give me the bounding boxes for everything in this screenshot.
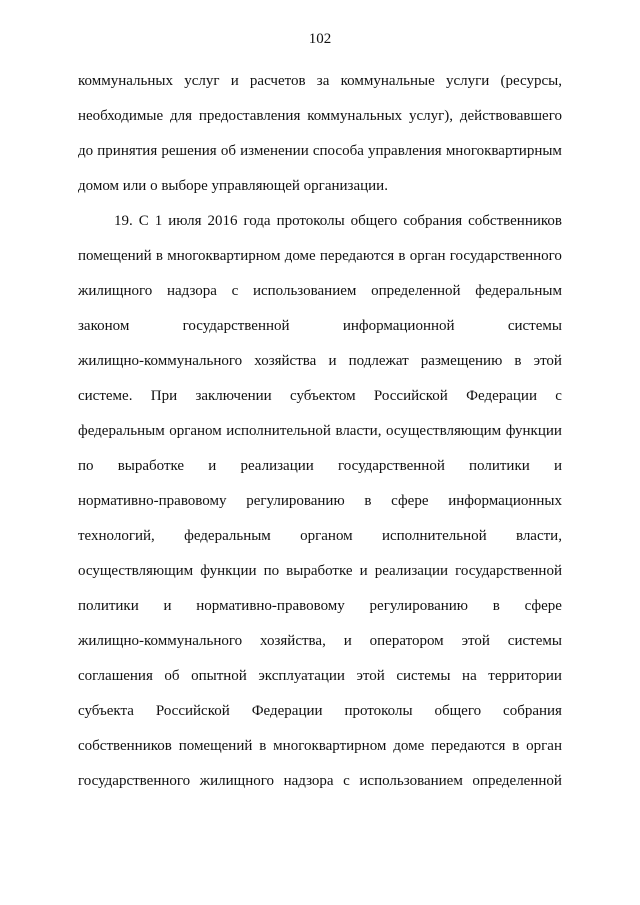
word: до: [78, 143, 94, 159]
word: домом или о выборе управляющей организации.: [78, 178, 388, 194]
word: органом: [169, 423, 222, 439]
word: общего: [350, 213, 398, 229]
word: доме: [393, 738, 425, 754]
word: технологий,: [78, 528, 155, 544]
word: по: [78, 458, 94, 474]
word: надзора: [283, 773, 334, 789]
word: При: [150, 388, 178, 404]
word: политики: [469, 458, 530, 474]
word: помещений: [78, 248, 152, 264]
word: передаются: [319, 248, 395, 264]
word: политики: [78, 598, 139, 614]
word: июля: [168, 213, 202, 229]
word: определенной: [472, 773, 562, 789]
word: коммунальные: [340, 73, 435, 89]
word: этой: [356, 668, 385, 684]
word: и: [553, 458, 562, 474]
text-line: [78, 737, 562, 755]
word: в: [155, 248, 163, 264]
word: орган: [409, 248, 446, 264]
word: Российской: [155, 703, 230, 719]
word: в: [259, 738, 267, 754]
word: государственной: [455, 563, 562, 579]
text-line: [78, 282, 562, 300]
word: соглашения: [78, 668, 153, 684]
word: собственников: [468, 213, 562, 229]
word: сфере: [524, 598, 562, 614]
word: нормативно-правовому: [78, 493, 227, 509]
word: в: [364, 493, 372, 509]
word: Российской: [373, 388, 448, 404]
word: функции: [200, 563, 257, 579]
word: выработке: [117, 458, 185, 474]
text-line: [78, 107, 562, 125]
word: субъекта: [78, 703, 134, 719]
text-line: [78, 352, 562, 370]
word: законом: [78, 318, 130, 334]
word: помещений: [178, 738, 253, 754]
word: с: [343, 773, 350, 789]
word: управления: [368, 143, 442, 159]
word: в: [512, 738, 520, 754]
word: протоколы: [344, 703, 413, 719]
word: исполнительной: [226, 423, 331, 439]
word: государственного: [78, 773, 191, 789]
word: расчетов: [249, 73, 306, 89]
text-line: [78, 562, 562, 580]
word: изменении: [240, 143, 309, 159]
word: для: [169, 108, 192, 124]
word: хозяйства,: [260, 633, 326, 649]
word: Федерации: [466, 388, 537, 404]
word: осуществляющим: [385, 423, 502, 439]
word: надзора: [166, 283, 217, 299]
word: предоставления: [198, 108, 301, 124]
word: жилищно-коммунального: [78, 353, 243, 369]
word: и: [359, 563, 368, 579]
text-line: [78, 632, 562, 650]
word: об: [164, 668, 180, 684]
word: С: [138, 213, 149, 229]
text-line: [78, 772, 562, 790]
word: с: [231, 283, 239, 299]
word: сфере: [391, 493, 429, 509]
word: органом: [300, 528, 353, 544]
word: использованием: [359, 773, 463, 789]
word: хозяйства: [254, 353, 317, 369]
text-line: [78, 422, 562, 440]
text-line: [78, 247, 562, 265]
word: государственного: [449, 248, 562, 264]
word: этой: [533, 353, 562, 369]
page-number: 102: [308, 31, 332, 47]
word: выработке: [286, 563, 353, 579]
text-line: [78, 72, 562, 90]
word: этой: [461, 633, 490, 649]
word: орган: [526, 738, 562, 754]
word: передаются: [431, 738, 506, 754]
word: системе.: [78, 388, 133, 404]
word: 1: [154, 213, 163, 229]
word: об: [220, 143, 236, 159]
word: услуг: [184, 73, 220, 89]
word: размещению: [420, 353, 503, 369]
word: Федерации: [251, 703, 323, 719]
text-line: [78, 177, 562, 195]
word: использованием: [252, 283, 357, 299]
word: и: [163, 598, 172, 614]
word: жилищного: [78, 283, 153, 299]
word: опытной: [191, 668, 247, 684]
word: общего: [434, 703, 482, 719]
word: года: [243, 213, 271, 229]
word: и: [208, 458, 217, 474]
word: исполнительной: [381, 528, 487, 544]
text-line: [78, 667, 562, 685]
word: осуществляющим: [78, 563, 194, 579]
word: в: [398, 248, 406, 264]
word: 19.: [114, 213, 133, 229]
word: многоквартирном: [167, 248, 281, 264]
word: государственной: [337, 458, 445, 474]
word: (ресурсы,: [500, 73, 562, 89]
word: субъектом: [290, 388, 356, 404]
word: федеральным: [184, 528, 271, 544]
text-line: [78, 492, 562, 510]
word: с: [555, 388, 562, 404]
word: системы: [507, 633, 562, 649]
word: услуги: [445, 73, 490, 89]
word: системы: [396, 668, 451, 684]
word: жилищного: [199, 773, 274, 789]
word: функции: [505, 423, 562, 439]
word: и: [230, 73, 239, 89]
word: информационных: [448, 493, 562, 509]
text-line: [78, 317, 562, 335]
word: нормативно-правовому: [196, 598, 345, 614]
word: реализации: [240, 458, 314, 474]
text-line: [78, 142, 562, 160]
word: государственной: [182, 318, 290, 334]
word: системы: [507, 318, 562, 334]
text-line: [78, 527, 562, 545]
word: подлежат: [348, 353, 409, 369]
text-line: [78, 387, 562, 405]
word: власти,: [515, 528, 562, 544]
word: способа: [312, 143, 364, 159]
word: протоколы: [276, 213, 345, 229]
word: за: [316, 73, 330, 89]
word: в: [514, 353, 522, 369]
word: действовавшего: [459, 108, 562, 124]
word: по: [263, 563, 280, 579]
word: территории: [488, 668, 562, 684]
word: и: [343, 633, 352, 649]
word: решения: [161, 143, 217, 159]
word: в: [492, 598, 500, 614]
word: информационной: [342, 318, 455, 334]
word: коммунальных: [307, 108, 403, 124]
word: собрания: [403, 213, 463, 229]
word: многоквартирном: [273, 738, 387, 754]
word: эксплуатации: [258, 668, 345, 684]
word: на: [462, 668, 477, 684]
word: регулированию: [369, 598, 468, 614]
word: услуг),: [409, 108, 454, 124]
word: коммунальных: [78, 73, 173, 89]
word: доме: [284, 248, 316, 264]
text-line: [78, 702, 562, 720]
word: регулированию: [246, 493, 345, 509]
text-line: [78, 457, 562, 475]
text-line: [114, 212, 562, 230]
word: многоквартирным: [445, 143, 562, 159]
word: и: [328, 353, 337, 369]
word: заключении: [195, 388, 272, 404]
word: федеральным: [475, 283, 562, 299]
word: 2016: [207, 213, 238, 229]
word: федеральным: [78, 423, 165, 439]
text-line: [78, 597, 562, 615]
word: жилищно-коммунального: [78, 633, 243, 649]
word: собственников: [78, 738, 172, 754]
word: принятия: [97, 143, 158, 159]
word: власти,: [335, 423, 382, 439]
word: необходимые: [78, 108, 164, 124]
word: реализации: [374, 563, 449, 579]
word: определенной: [371, 283, 461, 299]
word: собрания: [503, 703, 562, 719]
word: оператором: [369, 633, 444, 649]
